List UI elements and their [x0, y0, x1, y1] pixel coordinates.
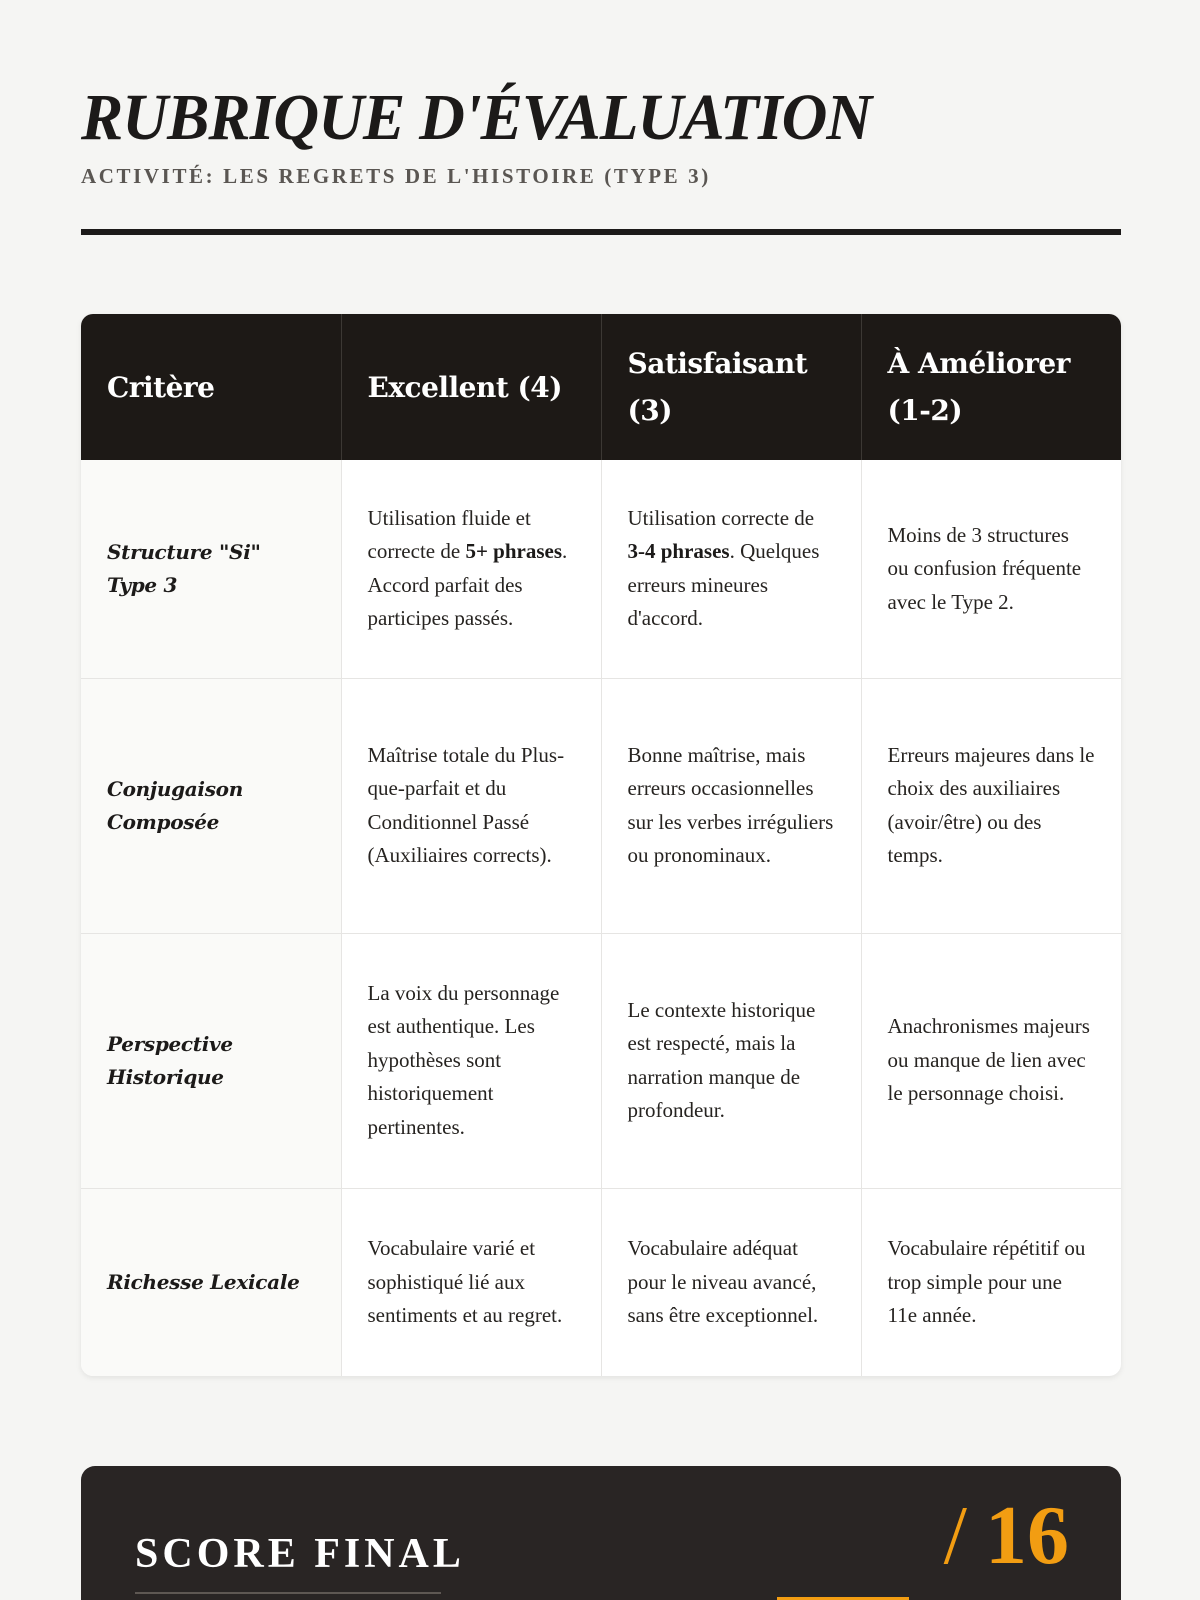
score-label: SCORE FINAL: [135, 1531, 465, 1577]
score-label-underline: [135, 1592, 441, 1594]
excellent-cell: Vocabulaire varié et sophistiqué lié aux sentiments et au regret.: [341, 1188, 601, 1376]
ameliorer-cell: Moins de 3 structures ou confusion fréquente avec le Type 2.: [887, 522, 1082, 614]
satisfaisant-cell: Le contexte historique est respecté, mais la narration manque de profondeur.: [601, 933, 861, 1188]
column-header-critere: Critère: [81, 314, 341, 460]
table-row: [81, 460, 1121, 678]
satisfaisant-cell: Vocabulaire adéquat pour le niveau avancé, sans être exceptionnel.: [601, 1188, 861, 1376]
ameliorer-cell: Vocabulaire répétitif ou trop simple pour une 11e année.: [861, 1188, 1121, 1376]
final-score-card: [81, 1466, 1121, 1600]
page-title: RUBRIQUE D'ÉVALUATION: [81, 81, 872, 154]
excellent-cell: Maîtrise totale du Plus-que-parfait et du Conditionnel Passé (Auxiliaires corrects).: [341, 678, 601, 933]
excellent-cell: [341, 460, 601, 678]
criterion-cell: Conjugaison Composée: [81, 678, 341, 933]
cell-text: Utilisation fluide et correcte de: [367, 505, 531, 564]
rubric-table-card: [81, 314, 1121, 1376]
score-slash: /: [943, 1489, 967, 1582]
score-total: [944, 1486, 1069, 1586]
column-header-satisfaisant: Satisfaisant (3): [601, 314, 861, 460]
cell-text: . Accord parfait des participes passés.: [367, 539, 568, 631]
column-header-ameliorer: À Améliorer (1-2): [861, 314, 1121, 460]
criterion-cell: Richesse Lexicale: [81, 1188, 341, 1376]
satisfaisant-cell: Bonne maîtrise, mais erreurs occasionnelles sur les verbes irréguliers ou pronominaux.: [601, 678, 861, 933]
cell-text: . Quelques erreurs mineures d'accord.: [627, 539, 820, 631]
table-row: [81, 933, 1121, 1188]
table-header-row: [81, 314, 1121, 460]
column-header-excellent: Excellent (4): [341, 314, 601, 460]
activity-subtitle: ACTIVITÉ: LES REGRETS DE L'HISTOIRE (TYPE 3): [81, 164, 711, 188]
criterion-cell: Structure "Si" Type 3: [81, 460, 341, 678]
cell-emphasis: 3-4 phrases: [627, 539, 730, 564]
criterion-cell: Perspective Historique: [81, 933, 341, 1188]
score-total-value: 16: [985, 1489, 1069, 1582]
cell-emphasis: 5+ phrases: [465, 539, 562, 564]
excellent-cell: La voix du personnage est authentique. Les hypothèses sont historiquement pertinentes.: [341, 933, 601, 1188]
table-row: [81, 1188, 1121, 1376]
satisfaisant-cell: [601, 460, 861, 678]
table-row: [81, 678, 1121, 933]
cell-text: Utilisation correcte de: [627, 505, 815, 530]
page-header: [81, 0, 1098, 235]
rubric-table: [81, 314, 1121, 1376]
ameliorer-cell: Erreurs majeures dans le choix des auxiliaires (avoir/être) ou des temps.: [861, 678, 1121, 933]
ameliorer-cell: Anachronismes majeurs ou manque de lien avec le personnage choisi.: [861, 933, 1121, 1188]
header-divider: [81, 229, 1121, 235]
